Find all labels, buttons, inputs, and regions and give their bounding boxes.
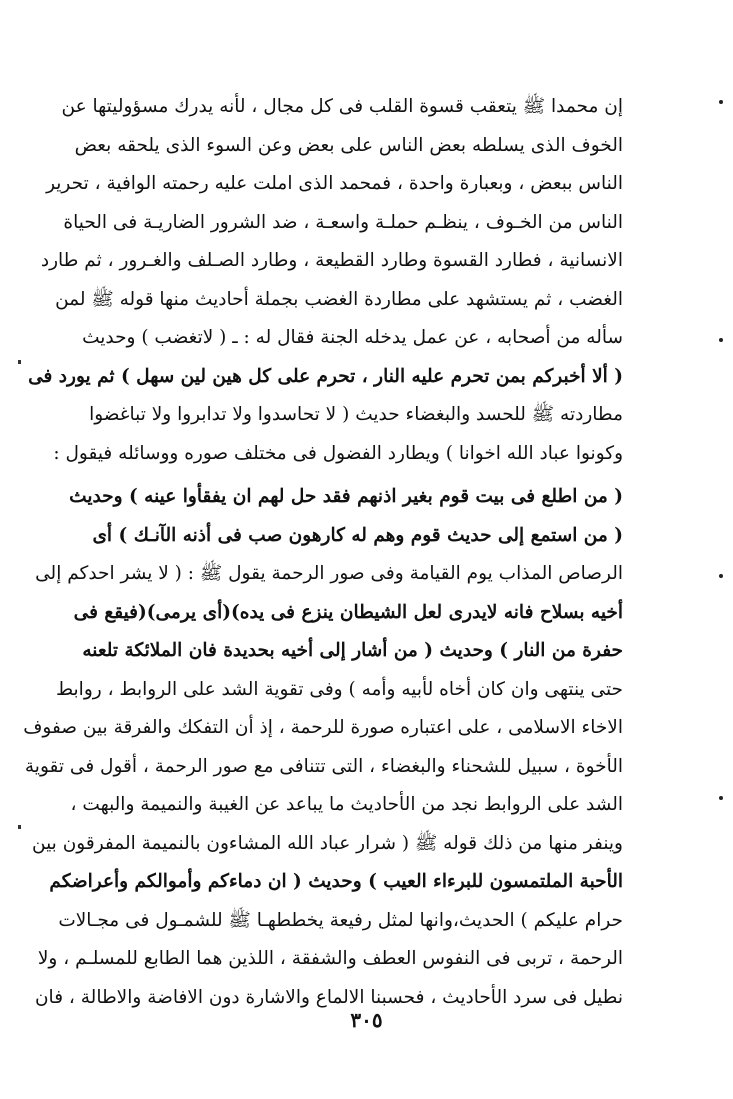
text-line: الشد على الروابط نجد من الأحاديث ما يباعد عن الغيبة والنميمة والبهت ،: [70, 794, 623, 815]
text-line: الرحمة ، تربى فى النفوس العطف والشفقة ، اللذين هما الطابع للمسلـم ، ولا: [37, 948, 623, 969]
text-line: وينفر منها من ذلك قوله ﷺ ( شرار عباد الله المشاءون بالنميمة المفرقون بين: [32, 832, 623, 854]
text-line: الناس من الخـوف ، ينظـم حملـة واسعـة ، ضد الشرور الضاريـة فى الحياة: [63, 211, 623, 233]
margin-mark: [719, 574, 723, 578]
text-line: نطيل فى سرد الأحاديث ، فحسبنا الالماع والاشارة دون الافاضة والاطالة ، فان: [34, 986, 623, 1008]
text-line: الناس ببعض ، وبعبارة واحدة ، فمحمد الذى املت عليه رحمته الوافية ، تحرير: [46, 173, 623, 194]
margin-mark: [18, 360, 21, 364]
text-line: أخيه بسلاح فانه لايدرى لعل الشيطان ينزع فى يده)(أى يرمى)(فيقع فى: [73, 601, 623, 623]
paragraph-2: [23, 478, 623, 1017]
text-line: مطاردته ﷺ للحسد والبغضاء حديث ( لا تحاسدوا ولا تدابروا ولا تباغضوا: [89, 404, 623, 425]
text-line: ( من استمع إلى حديث قوم وهم له كارهون صب فى أذنه الآنـك ) أى: [92, 524, 623, 546]
margin-mark: [719, 338, 723, 342]
margin-mark: [719, 796, 723, 800]
text-line: وكونوا عباد الله اخوانا ) ويطارد الفضول فى مختلف صوره ووسائله فيقول :: [53, 442, 623, 464]
paragraph-1: [28, 88, 623, 473]
text-line: ( من اطلع فى بيت قوم بغير اذنهم فقد حل لهم ان يفقأوا عينه ) وحديث: [69, 486, 623, 507]
text-line: حفرة من النار ) وحديث ( من أشار إلى أخيه بحديدة فان الملائكة تلعنه: [82, 640, 623, 661]
page-number: ٣٠٥: [350, 1008, 383, 1032]
text-line: الانسانية ، فطارد القسوة وطارد القطيعة ، وطارد الصـلف والغـرور ، ثم طارد: [40, 250, 623, 271]
text-line: ( ألا أخبركم بمن تحرم عليه النار ، تحرم على كل هين لين سهل ) ثم يورد فى: [28, 365, 623, 387]
margin-mark: [18, 825, 21, 829]
text-line: سأله من أصحابه ، عن عمل يدخله الجنة فقال له : ـ ( لاتغضب ) وحديث: [82, 327, 623, 348]
text-line: الأخوة ، سبيل للشحناء والبغضاء ، التى تتنافى مع صور الرحمة ، أقول فى تقوية: [24, 755, 623, 777]
text-line: إن محمدا ﷺ يتعقب قسوة القلب فى كل مجال ، لأنه يدرك مسؤوليتها عن: [61, 96, 623, 117]
margin-mark: [719, 100, 723, 104]
text-line: الاخاء الاسلامى ، على اعتباره صورة للرحمة ، إذ أن التفكك والفرقة بين صفوف: [23, 717, 623, 738]
text-line: الرصاص المذاب يوم القيامة وفى صور الرحمة يقول ﷺ : ( لا يشر احدكم إلى: [35, 563, 623, 584]
text-line: الأحبة الملتمسون للبرءاء العيب ) وحديث ( ان دماءكم وأموالكم وأعراضكم: [49, 871, 623, 892]
text-line: الخوف الذى يسلطه بعض الناس على بعض وعن السوء الذى يلحقه بعض: [74, 134, 623, 156]
text-line: الغضب ، ثم يستشهد على مطاردة الغضب بجملة أحاديث منها قوله ﷺ لمن: [55, 288, 623, 310]
text-line: حتى ينتهى وان كان أخاه لأبيه وأمه ) وفى تقوية الشد على الروابط ، روابط: [55, 678, 623, 700]
text-line: حرام عليكم ) الحديث،وانها لمثل رفيعة يخططهـا ﷺ للشمـول فى مجـالات: [58, 909, 623, 931]
